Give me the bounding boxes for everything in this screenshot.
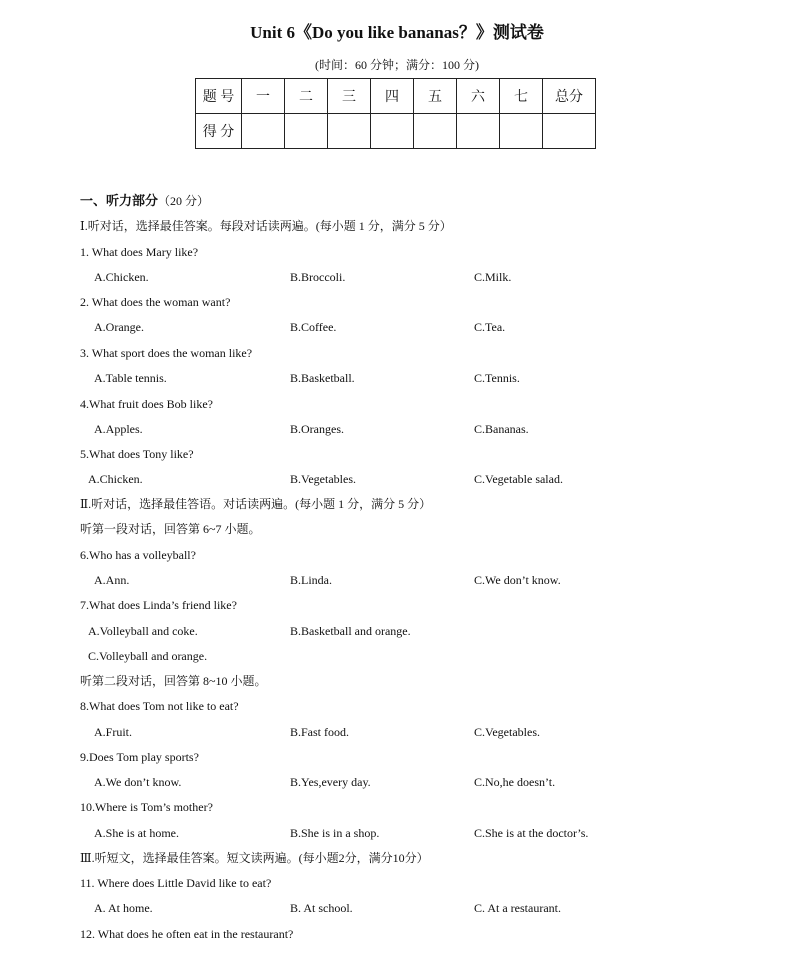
option-c: C.Tennis. [474,371,520,385]
score-cell [543,114,596,149]
question-text: 5.What does Tony like? [80,447,194,461]
score-col-3: 三 [328,79,371,114]
question-text: 6.Who has a volleyball? [80,548,196,562]
option-a: A.We don’t know. [94,775,182,789]
score-col-total: 总分 [543,79,596,114]
question-text: 8.What does Tom not like to eat? [80,699,239,713]
score-col-2: 二 [285,79,328,114]
question-text: 4.What fruit does Bob like? [80,397,213,411]
score-cell [414,114,457,149]
option-a: A.Chicken. [94,270,149,284]
score-col-6: 六 [457,79,500,114]
score-col-7: 七 [500,79,543,114]
option-b: B.Basketball. [290,371,355,385]
option-a: A.Volleyball and coke. [88,624,198,638]
option-c: C.Milk. [474,270,512,284]
page-title: Unit 6《Do you like bananas？》测试卷 [250,23,544,42]
score-cell [285,114,328,149]
option-b: B.Coffee. [290,320,337,334]
option-b: B.Linda. [290,573,332,587]
score-row-label: 得 分 [196,114,242,149]
question-text: 7.What does Linda’s friend like? [80,598,237,612]
part3-instruction: Ⅲ.听短文，选择最佳答案。短文读两遍。(每小题2分，满分10分） [80,851,429,865]
option-b: B.Oranges. [290,422,344,436]
score-col-4: 四 [371,79,414,114]
option-b: B.Basketball and orange. [290,624,411,638]
score-cell [328,114,371,149]
option-c: C.Vegetable salad. [474,472,563,486]
section-heading [80,194,209,208]
score-table-header-row [196,79,596,114]
option-a: A.Ann. [94,573,130,587]
question-text: 2. What does the woman want? [80,295,231,309]
option-c: C.Volleyball and orange. [88,649,208,663]
option-b: B.Fast food. [290,725,350,739]
question-text: 3. What sport does the woman like? [80,346,253,360]
option-a: A.Orange. [94,320,144,334]
part2-instruction: Ⅱ.听对话，选择最佳答语。对话读两遍。(每小题 1 分，满分 5 分） [80,497,432,511]
score-cell [242,114,285,149]
option-c: C. At a restaurant. [474,901,561,915]
part1-instruction: Ⅰ.听对话，选择最佳答案。每段对话读两遍。(每小题 1 分，满分 5 分） [80,219,452,233]
dialogue-note: 听第一段对话，回答第 6~7 小题。 [80,522,261,536]
option-c: C.Bananas. [474,422,529,436]
option-a: A.Fruit. [94,725,133,739]
score-cell [457,114,500,149]
dialogue-note: 听第二段对话，回答第 8~10 小题。 [80,674,267,688]
score-cell [500,114,543,149]
exam-info: (时间：60 分钟；满分：100 分) [315,58,479,72]
option-a: A.Chicken. [88,472,143,486]
question-text: 10.Where is Tom’s mother? [80,800,213,814]
question-text: 11. Where does Little David like to eat? [80,876,272,890]
option-c: C.Tea. [474,320,506,334]
option-c: C.Vegetables. [474,725,540,739]
section-title: 一、听力部分 [80,193,159,208]
option-b: B.Vegetables. [290,472,356,486]
score-table [195,78,596,149]
option-b: B.Yes,every day. [290,775,371,789]
option-a: A.Apples. [94,422,143,436]
score-col-1: 一 [242,79,285,114]
question-text: 1. What does Mary like? [80,245,199,259]
option-a: A.Table tennis. [94,371,167,385]
option-b: B. At school. [290,901,353,915]
option-a: A. At home. [94,901,153,915]
score-cell [371,114,414,149]
option-a: A.She is at home. [94,826,179,840]
option-c: C.She is at the doctor’s. [474,826,589,840]
score-table-score-row [196,114,596,149]
score-col-5: 五 [414,79,457,114]
score-header-label: 题 号 [196,79,242,114]
question-text: 9.Does Tom play sports? [80,750,199,764]
option-c: C.No,he doesn’t. [474,775,556,789]
option-b: B.She is in a shop. [290,826,380,840]
option-b: B.Broccoli. [290,270,346,284]
section-points: （20 分） [158,194,210,208]
option-c: C.We don’t know. [474,573,561,587]
question-text: 12. What does he often eat in the restaurant? [80,927,294,941]
